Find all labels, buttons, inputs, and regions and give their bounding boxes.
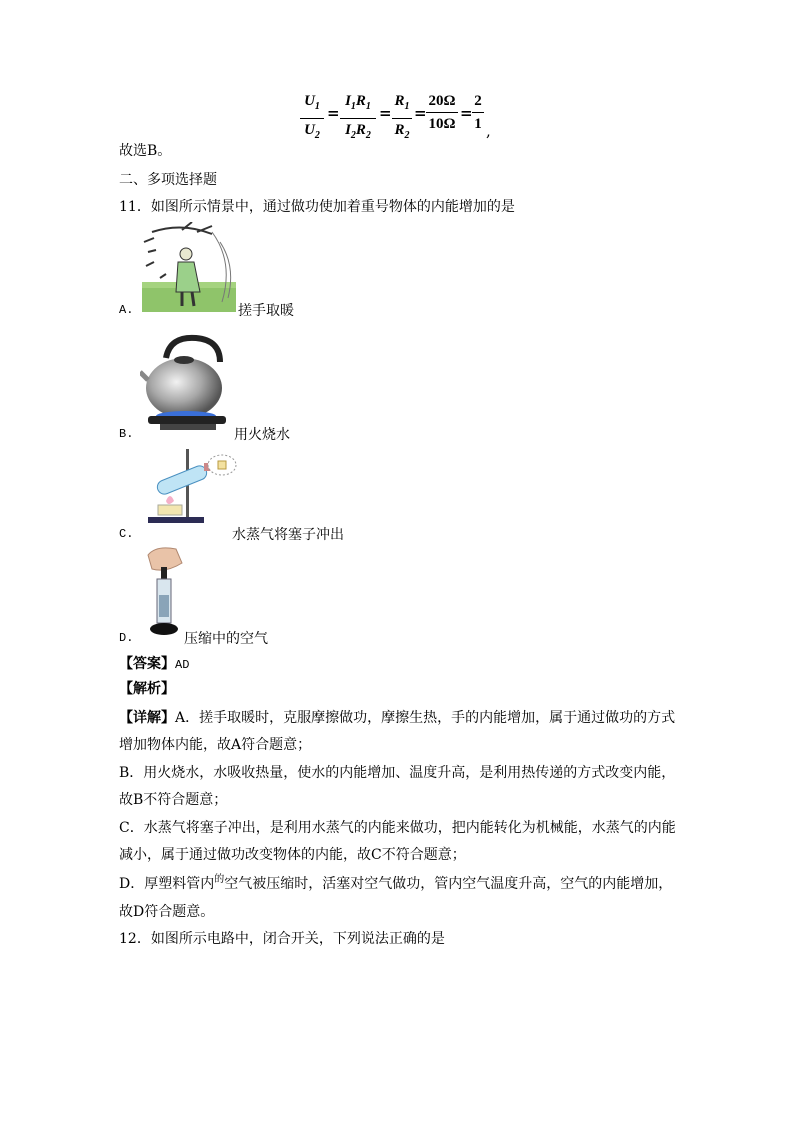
option-b-letter: B.	[119, 427, 134, 441]
answer-value: AD	[175, 658, 190, 672]
fraction-result: 2 1	[472, 92, 484, 133]
fraction-r1-r2: $R_1$ $R_2$	[392, 92, 412, 145]
steam-test-tube-image	[146, 447, 238, 525]
air-compression-image	[146, 545, 184, 639]
ratio-equation	[300, 92, 500, 146]
detail-label: 【详解】	[119, 710, 175, 726]
equals-sign: =	[460, 104, 473, 122]
kettle-image	[140, 328, 232, 434]
option-c-text: 水蒸气将塞子冲出	[232, 527, 344, 543]
equals-sign: =	[414, 104, 427, 122]
analysis-label	[119, 679, 175, 699]
option-b-text: 用火烧水	[234, 427, 290, 443]
explanation-line-3: B．用火烧水，水吸收热量，使水的内能增加、温度升高，是利用热传递的方式改变内能，	[119, 765, 676, 781]
windy-man-image	[142, 222, 236, 312]
explanation-line-7	[119, 874, 672, 896]
equals-sign: =	[327, 104, 340, 122]
option-d-text: 压缩中的空气	[184, 631, 268, 647]
explanation-line-6: 减小，属于通过做功改变物体的内能，故C不符合题意；	[119, 847, 466, 863]
explanation-line-1	[119, 708, 675, 728]
explanation-line-2: 增加物体内能，故A符合题意；	[119, 737, 312, 753]
fraction-ir: $I_1R_1$ $I_2R_2$	[340, 92, 376, 145]
option-c-letter: C.	[119, 527, 134, 541]
superscript-char: 的	[214, 874, 225, 885]
explanation-line-5: C．水蒸气将塞子冲出，是利用水蒸气的内能来做功，把内能转化为机械能，水蒸气的内能	[119, 820, 676, 836]
explanation-text: 空气被压缩时，活塞对空气做功，管内空气温度升高，空气的内能增加，	[224, 876, 673, 892]
fraction-u1-u2: $U_1$ $U_2$	[300, 92, 324, 145]
option-d-letter: D.	[119, 631, 134, 645]
section-title: 二、多项选择题	[119, 172, 217, 188]
question-12-stem: 12．如图所示电路中，闭合开关，下列说法正确的是	[119, 931, 445, 947]
answer-conclusion: 故选B。	[119, 143, 172, 159]
option-a-letter: A.	[119, 303, 134, 317]
answer-label: 【答案】	[119, 656, 175, 672]
option-a-text: 搓手取暖	[238, 303, 294, 319]
fraction-ohms: 20Ω 10Ω	[426, 92, 458, 133]
equals-sign: =	[379, 104, 392, 122]
answer-row	[119, 654, 189, 675]
equation-comma: ,	[486, 122, 491, 140]
question-11-stem: 11．如图所示情景中，通过做功使加着重号物体的内能增加的是	[119, 199, 515, 215]
explanation-text: A．搓手取暖时，克服摩擦做功，摩擦生热，手的内能增加，属于通过做功的方式	[175, 710, 676, 726]
analysis-label-text: 【解析】	[119, 681, 175, 697]
explanation-line-8: 故D符合题意。	[119, 904, 215, 920]
explanation-line-4: 故B不符合题意；	[119, 792, 228, 808]
explanation-text: D．厚塑料管内	[119, 876, 215, 892]
